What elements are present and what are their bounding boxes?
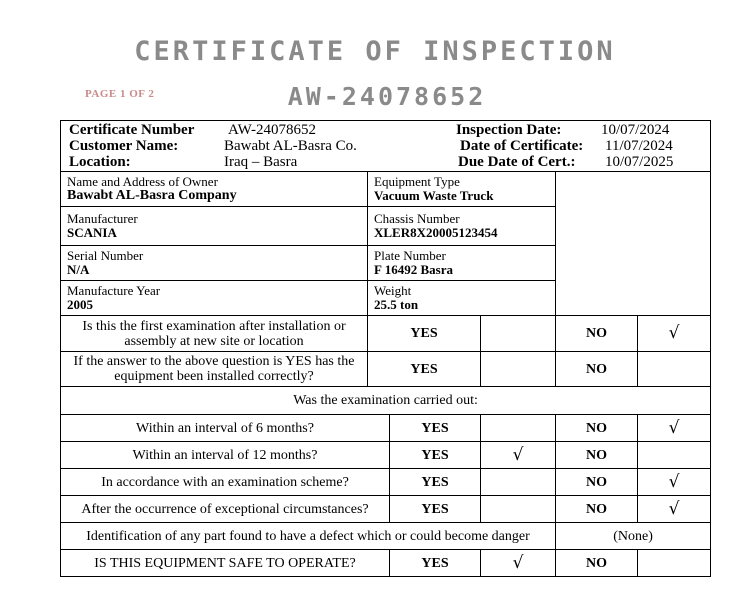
chassis-field: Chassis Number XLER8X20005123454 [368,207,556,246]
question-row: If the answer to the above question is YES has the equipment been installed correctly? YES NO [61,352,711,387]
safe-row: IS THIS EQUIPMENT SAFE TO OPERATE? YES √ NO [61,550,711,577]
defect-row: Identification of any part found to have a defect which or could become danger (None) [61,523,711,550]
header-block [61,121,711,172]
defect-value: (None) [556,523,711,550]
owner-field: Name and Address of Owner Bawabt AL-Basra Company [61,172,368,207]
question-row: Is this the first examination after installation or assembly at new site or location YES NO √ [61,316,711,352]
check-mark: √ [481,442,556,469]
equipment-type-field: Equipment Type Vacuum Waste Truck [368,172,556,207]
certificate-code: AW-24078652 [287,82,487,111]
check-mark: √ [638,496,711,523]
certificate-title: CERTIFICATE OF INSPECTION [134,36,616,67]
question-row: After the occurrence of exceptional circumstances? YES NO √ [61,496,711,523]
page-label: PAGE 1 OF 2 [85,88,155,100]
weight-field: Weight 25.5 ton [368,281,556,316]
check-mark: √ [481,550,556,577]
blank-cell [556,172,711,316]
plate-field: Plate Number F 16492 Basra [368,246,556,281]
location-value: Iraq – Basra [224,154,298,170]
section-title: Was the examination carried out: [61,387,711,415]
cert-number-value: AW-24078652 [228,122,316,138]
serial-field: Serial Number N/A [61,246,368,281]
customer-label: Customer Name: [69,138,179,154]
check-mark: √ [638,316,711,352]
due-date-value: 10/07/2025 [605,154,674,170]
cert-date-value: 11/07/2024 [605,138,673,154]
manufacturer-field: Manufacturer SCANIA [61,207,368,246]
inspection-date-value: 10/07/2024 [601,122,670,138]
year-field: Manufacture Year 2005 [61,281,368,316]
cert-number-label: Certificate Number [69,122,195,138]
question-row: In accordance with an examination scheme? YES NO √ [61,469,711,496]
check-mark: √ [638,469,711,496]
question-row: Within an interval of 12 months? YES √ NO [61,442,711,469]
check-mark: √ [638,415,711,442]
question-row: Within an interval of 6 months? YES NO √ [61,415,711,442]
inspection-date-label: Inspection Date: [456,122,562,138]
cert-date-label: Date of Certificate: [460,138,584,154]
due-date-label: Due Date of Cert.: [458,154,576,170]
inspection-table [60,120,711,577]
location-label: Location: [69,154,131,170]
customer-value: Bawabt AL-Basra Co. [224,138,357,154]
